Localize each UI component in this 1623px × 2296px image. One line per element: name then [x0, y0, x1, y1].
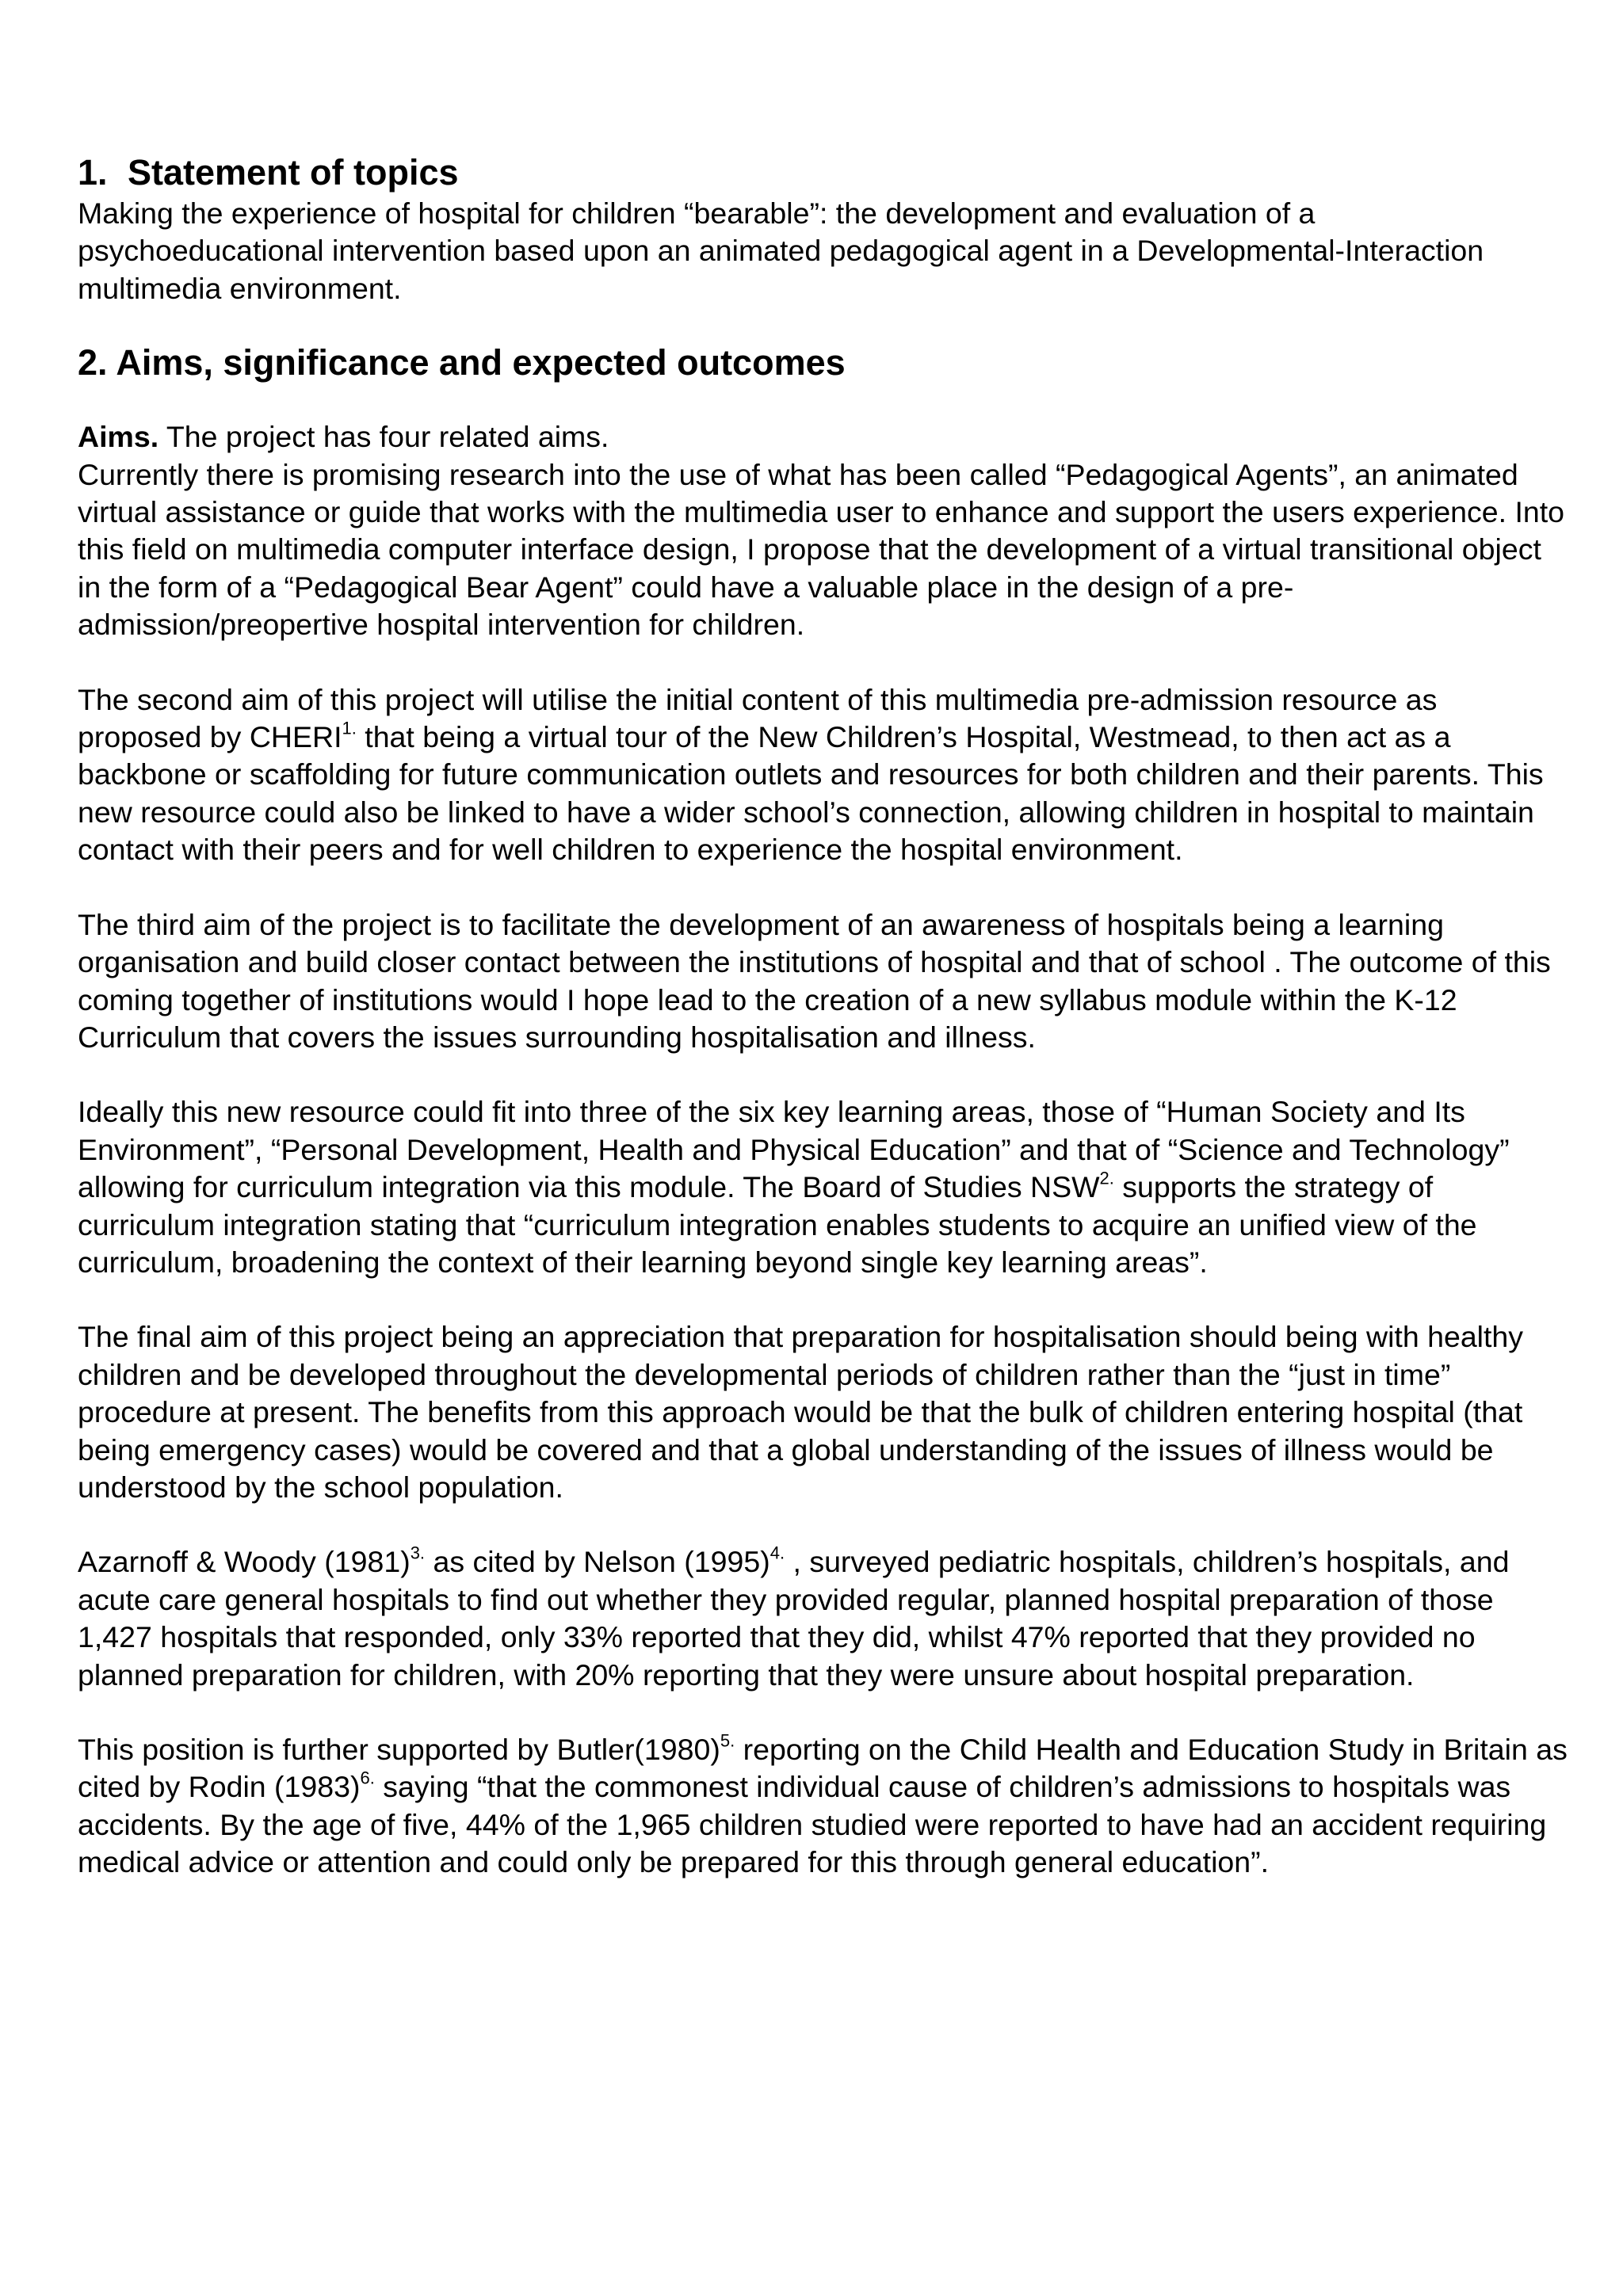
aims-intro-text: The project has four related aims. — [158, 420, 609, 454]
footnote-ref-2: 2. — [1099, 1168, 1114, 1188]
aim-2-paragraph — [78, 681, 1568, 869]
section-1-title: Statement of topics — [128, 152, 459, 193]
aim-3-detail-text-b: supports the strategy of curriculum integration stating that “curriculum integration enables students to acquire an unified view of the curriculum, broadening the context of their learning beyond single key learning areas”. — [78, 1170, 1477, 1279]
aim-4-paragraph: The final aim of this project being an appreciation that preparation for hospitalisation should being with healthy children and be developed throughout the developmental periods of children rather than the “just in time” procedure at present. The benefits from this approach would be that the bulk of children entering hospital (that being emergency cases) would be covered and that a global understanding of the issues of illness would be understood by the school population. — [78, 1320, 1524, 1504]
section-1-number: 1. — [78, 152, 108, 193]
footnote-ref-5: 5. — [720, 1730, 735, 1751]
position-text-c: saying “that the commonest individual cause of children’s admissions to hospitals was accidents. By the age of five, 44% of the 1,965 children studied were reported to have had an accident requiring medical advice or attention and could only be prepared for this through general education”. — [78, 1770, 1547, 1879]
aim-2-text-b: that being a virtual tour of the New Children’s Hospital, Westmead, to then act as a backbone or scaffolding for future communication outlets and resources for both children and their parents. This new resource could also be linked to have a wider school’s connection, allowing children in hospital to maintain contact with their peers and for well children to experience the hospital environment. — [78, 720, 1544, 867]
aim-2-text-a: The second aim of this project will utilise the initial content of this multimedia pre-admission resource as proposed by CHERI — [78, 682, 1438, 754]
survey-text-b: as cited by Nelson (1995) — [425, 1545, 770, 1579]
aims-intro-paragraph — [78, 418, 1568, 456]
footnote-ref-6: 6. — [360, 1768, 375, 1788]
section-1-body: Making the experience of hospital for children “bearable”: the development and evaluation of a psychoeducational intervention based upon an animated pedagogical agent in a Developmental-Interaction multimedia environment. — [78, 196, 1484, 305]
position-paragraph — [78, 1731, 1568, 1882]
aim-1-paragraph: Currently there is promising research into the use of what has been called “Pedagogical Agents”, an animated virtual assistance or guide that works with the multimedia user to enhance and support the users experience. Into this field on multimedia computer interface design, I propose that the development of a virtual transitional object in the form of a “Pedagogical Bear Agent” could have a valuable place in the design of a pre-admission/preopertive hospital intervention for children. — [78, 457, 1565, 642]
section-2-heading: 2. Aims, significance and expected outcomes — [78, 342, 846, 383]
aims-label: Aims. — [78, 420, 159, 454]
survey-paragraph — [78, 1543, 1568, 1694]
position-text-b: reporting on the Child Health and Education Study in Britain as cited by Rodin (1983) — [78, 1733, 1568, 1804]
aim-3-detail-text-a: Ideally this new resource could fit into three of the six key learning areas, those of “Human Society and Its Environment”, “Personal Development, Health and Physical Education” and that of “Science and Technology” allowing for curriculum integration via this module. The Board of Studies NSW — [78, 1095, 1510, 1204]
section-1-heading — [78, 151, 1568, 195]
footnote-ref-4: 4. — [769, 1543, 785, 1563]
position-text-a: This position is further supported by Butler(1980) — [78, 1733, 720, 1766]
aim-3-detail-paragraph — [78, 1093, 1568, 1281]
survey-text-a: Azarnoff & Woody (1981) — [78, 1545, 411, 1579]
aim-3-paragraph: The third aim of the project is to facilitate the development of an awareness of hospitals being a learning organisation and build closer contact between the institutions of hospital and that of school . The outcome of this coming together of institutions would I hope lead to the creation of a new syllabus module within the K-12 Curriculum that covers the issues surrounding hospitalisation and illness. — [78, 907, 1551, 1054]
document-page — [78, 151, 1568, 1882]
footnote-ref-1: 1. — [342, 718, 357, 738]
footnote-ref-3: 3. — [410, 1543, 426, 1563]
survey-text-c: , surveyed pediatric hospitals, children’s hospitals, and acute care general hospitals to find out whether they provided regular, planned hospital preparation of those 1,427 hospitals that responded, only 33% reported that they did, whilst 47% reported that they provided no planned preparation for children, with 20% reporting that they were unsure about hospital preparation. — [78, 1545, 1510, 1691]
